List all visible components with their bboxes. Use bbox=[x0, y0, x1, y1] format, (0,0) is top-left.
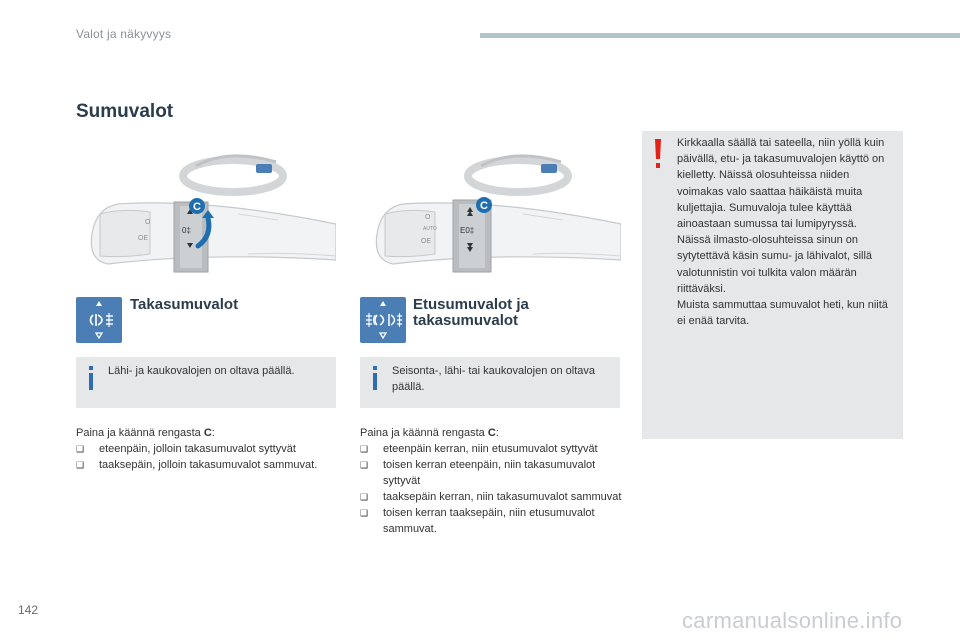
stalk-marking-dipped: ОE bbox=[138, 235, 149, 242]
list-item bbox=[360, 457, 622, 489]
stalk-marking-o: O bbox=[145, 219, 151, 226]
exclamation-icon bbox=[653, 139, 663, 169]
step-text: taaksepäin kerran, niin takasumuvalot sammuvat bbox=[383, 491, 622, 503]
rear-fog-instructions bbox=[76, 425, 338, 473]
info-icon bbox=[370, 366, 380, 390]
step-text: eteenpäin kerran, niin etusumuvalot syttyvät bbox=[383, 443, 598, 455]
front-rear-fog-info-box bbox=[360, 357, 620, 408]
ring-letter: C bbox=[203, 427, 212, 439]
list-item bbox=[360, 505, 622, 537]
front-rear-fog-title: Etusumuvalot ja takasumuvalot bbox=[413, 296, 529, 329]
rear-fog-lamp-icon bbox=[76, 297, 122, 343]
instruction-suffix: : bbox=[211, 427, 215, 439]
header-bar bbox=[480, 33, 960, 38]
list-item bbox=[360, 489, 622, 505]
check-box-bullet-icon: ❑ bbox=[76, 444, 85, 454]
callout-c-label: C bbox=[480, 200, 488, 212]
instruction-prefix: Paina ja käännä rengasta bbox=[360, 427, 488, 439]
check-box-bullet-icon: ❑ bbox=[360, 492, 369, 502]
front-rear-fog-stalk-illustration bbox=[363, 142, 621, 277]
rear-fog-instruction-intro bbox=[76, 425, 338, 441]
warning-text bbox=[677, 135, 893, 329]
page-number: 142 bbox=[18, 603, 39, 617]
step-text: toisen kerran eteenpäin, niin takasumuvalot syttyvät bbox=[383, 459, 596, 487]
stalk-marking-auto: AUTO bbox=[423, 226, 437, 232]
step-text: toisen kerran taaksepäin, niin etusumuvalot sammuvat. bbox=[383, 507, 595, 535]
list-item bbox=[76, 457, 338, 473]
front-rear-fog-lamp-icon bbox=[360, 297, 406, 343]
warning-paragraph: Kirkkaalla säällä tai sateella, niin yöllä kuin päivällä, etu- ja takasumuvalojen käyttö on kielletty. Näissä olosuhteissa niiden voimakas valo saattaa häikäistä muita kuljettajia. Sumuvaloja tulee käyttää ainoastaan sumussa tai lumipyryssä. bbox=[677, 137, 885, 231]
warning-box bbox=[642, 131, 903, 439]
step-text: taaksepäin, jolloin takasumuvalot sammuvat. bbox=[99, 459, 318, 471]
rear-fog-info-box bbox=[76, 357, 336, 408]
rear-fog-stalk-illustration bbox=[78, 142, 336, 277]
check-box-bullet-icon: ❑ bbox=[360, 444, 369, 454]
stalk-marking-dipped: ОE bbox=[421, 238, 432, 245]
ring-letter: C bbox=[487, 427, 496, 439]
front-rear-fog-info-text: Seisonta-, lähi- tai kaukovalojen on oltava päällä. bbox=[392, 365, 596, 393]
instruction-prefix: Paina ja käännä rengasta bbox=[76, 427, 204, 439]
warning-paragraph: Muista sammuttaa sumuvalot heti, kun niitä ei enää tarvita. bbox=[677, 299, 888, 328]
stalk-marking-o: O bbox=[425, 214, 431, 221]
warning-paragraph: Näissä ilmasto-olosuhteissa sinun on sytytettävä käsin sumu- ja lähivalot, sillä valotunnistin voi tulkita valon määrän riittäväksi. bbox=[677, 234, 873, 295]
list-item bbox=[76, 441, 338, 457]
rear-fog-steps bbox=[76, 441, 338, 473]
list-item bbox=[360, 441, 622, 457]
watermark: carmanualsonline.info bbox=[682, 608, 903, 633]
check-box-bullet-icon: ❑ bbox=[360, 508, 369, 518]
front-rear-fog-instruction-intro bbox=[360, 425, 622, 441]
rear-fog-info-text: Lähi- ja kaukovalojen on oltava päällä. bbox=[108, 365, 295, 377]
stalk-marking-rear-fog: 0‡ bbox=[182, 226, 191, 235]
front-rear-fog-instructions bbox=[360, 425, 622, 537]
step-text: eteenpäin, jolloin takasumuvalot syttyvät bbox=[99, 443, 296, 455]
header-section-title: Valot ja näkyvyys bbox=[76, 27, 172, 41]
check-box-bullet-icon: ❑ bbox=[360, 460, 369, 470]
callout-c-label: C bbox=[193, 201, 201, 213]
front-rear-fog-steps bbox=[360, 441, 622, 537]
stalk-marking-front-rear-fog: E0‡ bbox=[460, 226, 475, 235]
page-title: Sumuvalot bbox=[76, 101, 174, 122]
instruction-suffix: : bbox=[495, 427, 499, 439]
info-icon bbox=[86, 366, 96, 390]
check-box-bullet-icon: ❑ bbox=[76, 460, 85, 470]
rear-fog-title: Takasumuvalot bbox=[130, 296, 239, 313]
